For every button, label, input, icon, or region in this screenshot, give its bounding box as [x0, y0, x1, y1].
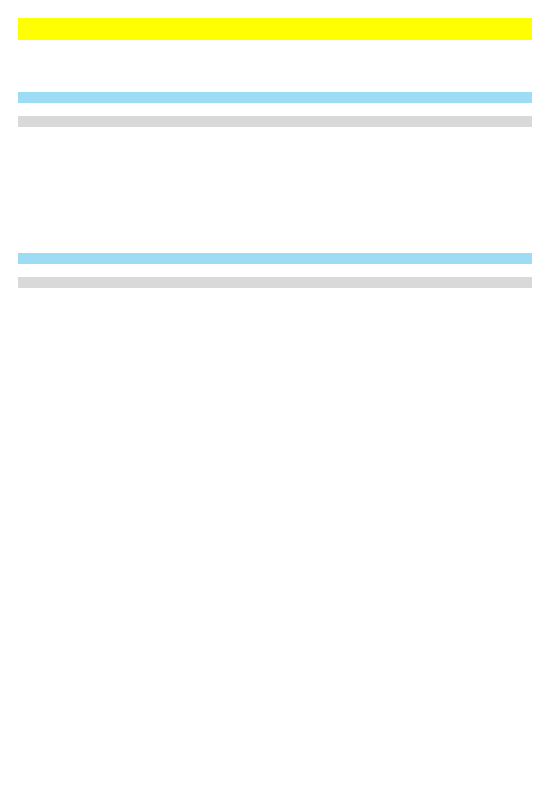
table2-group — [18, 277, 532, 288]
table1-group — [18, 116, 532, 127]
table2-section — [18, 253, 532, 264]
chapter-header — [18, 18, 532, 40]
table2-subsection — [18, 265, 532, 276]
table1-subsection — [18, 104, 532, 115]
table1-section — [18, 92, 532, 103]
